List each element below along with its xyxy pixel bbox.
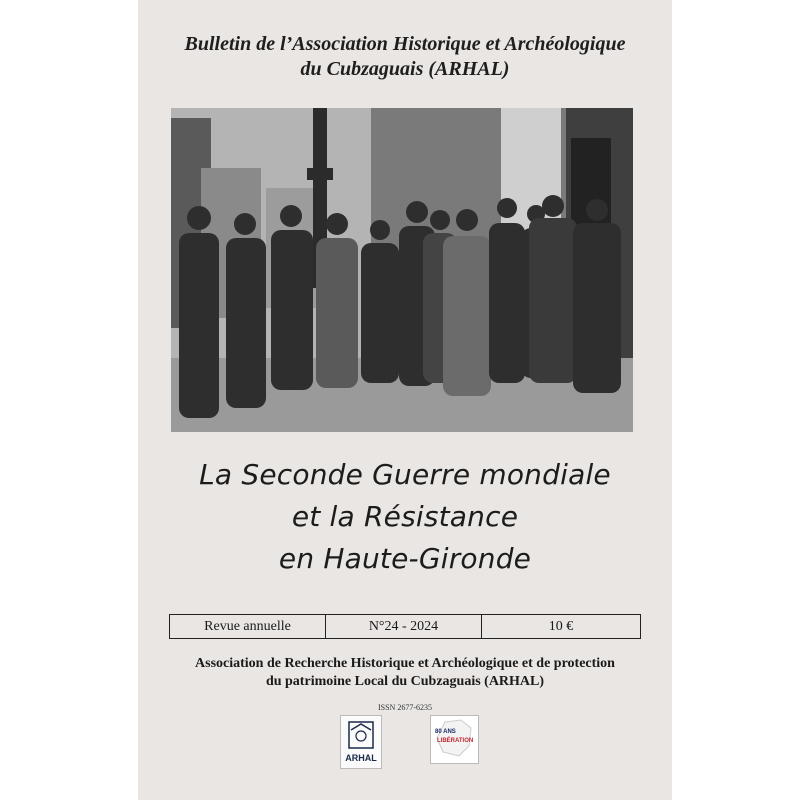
cover-title-line3: en Haute-Gironde <box>278 542 532 575</box>
publication-type: Revue annuelle <box>170 615 326 638</box>
liberation-80-logo <box>430 715 479 764</box>
issn-number: ISSN 2677-6235 <box>377 703 432 712</box>
price: 10 € <box>548 619 574 634</box>
issue-info-table <box>169 614 641 639</box>
association-name-line1: Association de Recherche Historique et Archéologique et de protection <box>195 656 615 671</box>
arhal-logo-label: ARHAL <box>345 753 377 763</box>
liberation-logo-years: 80 ANS <box>435 729 456 735</box>
bulletin-header-line2: du Cubzaguais (ARHAL) <box>300 58 510 80</box>
arhal-logo <box>340 715 382 769</box>
arhal-emblem-icon <box>341 716 381 752</box>
association-name-line2: du patrimoine Local du Cubzaguais (ARHAL) <box>265 674 545 689</box>
issue-number: N°24 - 2024 <box>326 615 482 638</box>
liberation-logo-word: LIBÉRATION <box>437 738 474 744</box>
bulletin-header-line1: Bulletin de l’Association Historique et Archéologique <box>184 33 626 55</box>
cover-photograph <box>171 108 633 432</box>
resistance-group-photo <box>171 108 633 432</box>
book-cover <box>138 0 672 800</box>
cover-title-line2: et la Résistance <box>291 500 519 533</box>
cover-title-line1: La Seconde Guerre mondiale <box>199 458 611 491</box>
